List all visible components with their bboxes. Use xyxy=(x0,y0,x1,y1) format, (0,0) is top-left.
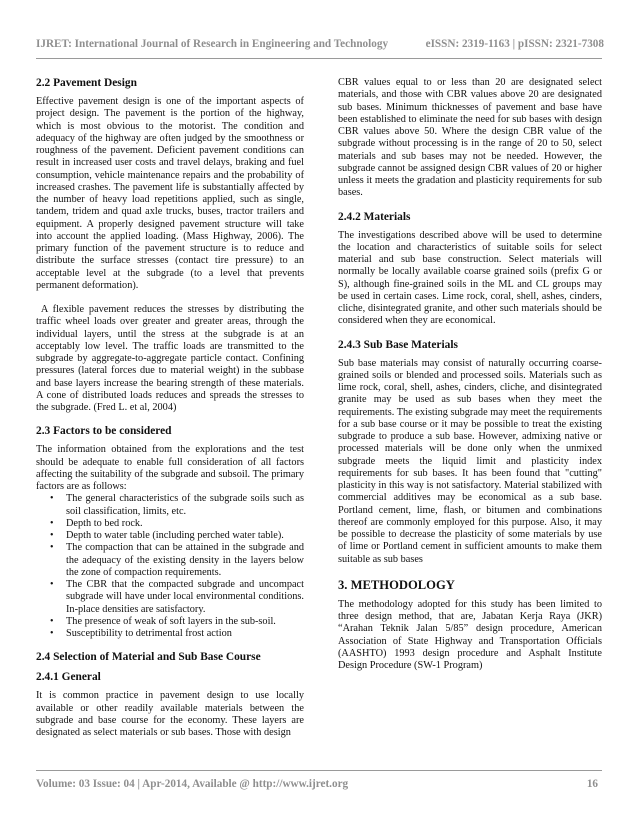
list-item: • Susceptibility to detrimental frost action xyxy=(66,628,304,640)
footer-rule xyxy=(36,770,602,771)
running-footer xyxy=(36,778,598,790)
list-item: • The CBR that the compacted subgrade and uncompact subgrade will have under local environmental conditions. In-place densities are satisfactory. xyxy=(66,579,304,616)
list-item: • The presence of weak of soft layers in the sub-soil. xyxy=(66,616,304,628)
list-item: • The general characteristics of the subgrade soils such as soil classification, limits, etc. xyxy=(66,493,304,518)
running-header xyxy=(36,38,604,50)
continued-paragraph: CBR values equal to or less than 20 are designated select materials, and those with CBR values above 20 are designated sub bases. Minimum thicknesses of pavement and base have been established to eliminate the need for sub bases with design CBR values above 50. Where the design CBR value of the subgrade without processing is in the range of 20 to 50, select materials and sub bases may not be needed. However, the subgrade cannot be assigned design CBR values of 20 or higher unless it meets the gradation and plasticity requirements for sub bases. xyxy=(338,77,602,199)
list-item: • Depth to bed rock. xyxy=(66,518,304,530)
page-number: 16 xyxy=(586,778,598,790)
section-2-4-2-heading: 2.4.2 Materials xyxy=(338,210,411,223)
issn-info: eISSN: 2319-1163 | pISSN: 2321-7308 xyxy=(425,38,604,50)
list-item: • The compaction that can be attained in the subgrade and the adequacy of the existing density in the layers below the zone of compaction requirements. xyxy=(66,542,304,579)
section-3-heading: 3. METHODOLOGY xyxy=(338,577,455,592)
section-2-2-heading: 2.2 Pavement Design xyxy=(36,77,137,89)
section-2-4-heading: 2.4 Selection of Material and Sub Base Course xyxy=(36,651,261,664)
factors-list xyxy=(36,493,304,640)
section-2-4-1-paragraph: It is common practice in pavement design to use locally available or other readily available materials between the subgrade and base course for the economy. These layers are designated as select materials or sub bases. Those with design xyxy=(36,690,304,738)
section-2-3-heading: 2.3 Factors to be considered xyxy=(36,425,172,438)
list-item: • Depth to water table (including perched water table). xyxy=(66,530,304,542)
right-column xyxy=(338,77,602,672)
header-rule xyxy=(36,58,602,59)
section-2-4-2-paragraph: The investigations described above will be used to determine the location and characteristics of suitable soils for select material and sub base construction. Select materials will normally be locally available coarse grained soils (prefix G or S), although fine-grained soils in the ML and CL groups may be used in certain cases. Lime rock, coral, shell, ashes, cinders, cliche, disintegrated granite, and other such materials should be considered when they are economical. xyxy=(338,229,602,327)
volume-info: Volume: 03 Issue: 04 | Apr-2014, Available @ http://www.ijret.org xyxy=(36,778,349,790)
section-3-paragraph: The methodology adopted for this study has been limited to three design method, that are, Jabatan Kerja Raya (JKR) “Arahan Teknik Jalan 5/85” design procedure, American Association of State Highway and Transportation Officials (AASHTO) 1993 design procedure and Asphalt Institute Design Procedure (SW-1 Program) xyxy=(338,598,602,671)
section-2-3-paragraph: The information obtained from the explorations and the test should be adequate to enable full consideration of all factors affecting the suitability of the subgrade and subsoil. The primary factors are as follows: xyxy=(36,444,304,492)
section-2-2-paragraph-1: Effective pavement design is one of the important aspects of project design. The pavement is the portion of the highway, which is most obvious to the motorist. The condition and adequacy of the highway are often judged by the smoothness or roughness of the pavement. Deficient pavement conditions can result in increased user costs and travel delays, braking and fuel consumption, vehicle maintenance repairs and the probability of increased crashes. The pavement life is substantially affected by the number of heavy load repetitions applied, such as single, tandem, tridem and quad axle trucks, buses, tractor trailers and equipment. A properly designed pavement structure will take into account the applied loading. (Mass Highway, 2006). The primary function of the pavement structure is to reduce and distribute the surface stresses (contact tire pressure) to an acceptable level at the subgrade (to a level that prevents permanent deformation). xyxy=(36,96,304,291)
section-2-4-3-paragraph: Sub base materials may consist of naturally occurring coarse-grained soils or blended and processed soils. Materials such as lime rock, coral, shell, ashes, cinders, cliche, and disintegrated granite may be used as sub bases when they meet the requirements. The existing subgrade may meet the requirements for a sub base course or it may be possible to treat the existing subgrade to produce a sub base. However, admixing native or processed materials will be done only when the unmixed subgrade meets the liquid limit and plasticity index requirements for sub bases. It has been found that "cutting" plasticity in this way is not satisfactory. Material stabilized with commercial additives may be economical as a sub base. Portland cement, lime, flash, or bitumen and combinations thereof are commonly employed for this purpose. Also, it may be possible to decrease the plasticity of some materials by use of lime or Portland cement in sufficient amounts to make them suitable as sub bases xyxy=(338,357,603,565)
left-column xyxy=(36,76,307,739)
section-2-4-1-heading: 2.4.1 General xyxy=(36,671,101,684)
section-2-2-paragraph-2: A flexible pavement reduces the stresses by distributing the traffic wheel loads over greater and greater areas, through the individual layers, until the stress at the subgrade is at an acceptably low level. The traffic loads are transmitted to the subgrade by aggregate-to-aggregate particle contact. Confining pressures (lateral forces due to material weight) in the subbase and base layers increase the bearing strength of these materials. A cone of distributed loads reduces and spreads the stresses to the subgrade. (Fred L. et al, 2004) xyxy=(36,304,307,413)
section-2-4-3-heading: 2.4.3 Sub Base Materials xyxy=(338,338,458,351)
journal-name: IJRET: International Journal of Research in Engineering and Technology xyxy=(36,38,389,50)
